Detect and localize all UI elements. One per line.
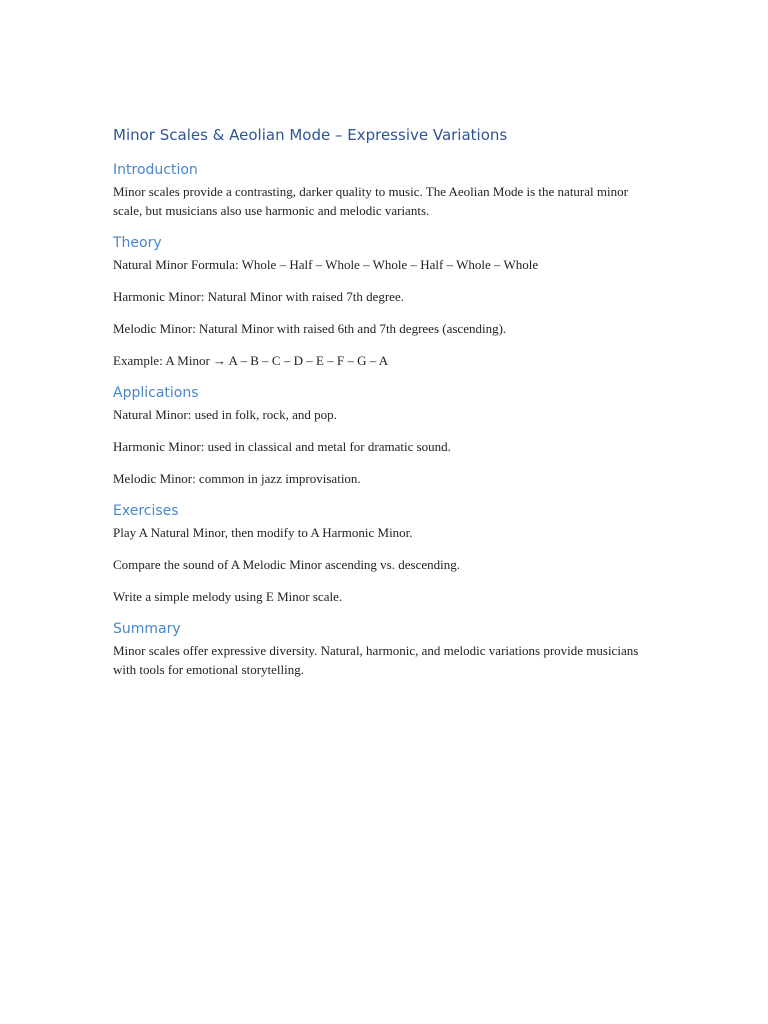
paragraph: Example: A Minor → A – B – C – D – E – F – G – A [113,353,389,368]
paragraph: Harmonic Minor: Natural Minor with raised 7th degree. [113,289,404,304]
document-title: Minor Scales & Aeolian Mode – Expressive Variations [113,126,508,144]
section-heading-summary: Summary [113,621,181,637]
section-exercises [113,501,658,606]
paragraph: Minor scales provide a contrasting, darker quality to music. The Aeolian Mode is the natural minor scale, but musicians also use harmonic and melodic variants. [113,184,628,218]
paragraph: Melodic Minor: common in jazz improvisation. [113,471,361,486]
paragraph: Natural Minor Formula: Whole – Half – Whole – Whole – Half – Whole – Whole [113,257,539,272]
paragraph: Minor scales offer expressive diversity. Natural, harmonic, and melodic variations provide musicians with tools for emotional storytelling. [113,643,639,677]
paragraph: Play A Natural Minor, then modify to A Harmonic Minor. [113,525,413,540]
section-heading-theory: Theory [113,235,162,251]
paragraph: Melodic Minor: Natural Minor with raised 6th and 7th degrees (ascending). [113,321,507,336]
section-applications [113,383,658,488]
paragraph: Natural Minor: used in folk, rock, and pop. [113,407,337,422]
section-heading-applications: Applications [113,385,199,401]
paragraph: Compare the sound of A Melodic Minor ascending vs. descending. [113,557,460,572]
document-body [113,124,658,692]
section-heading-introduction: Introduction [113,162,198,178]
section-heading-exercises: Exercises [113,503,179,519]
paragraph: Harmonic Minor: used in classical and metal for dramatic sound. [113,439,451,454]
paragraph: Write a simple melody using E Minor scale. [113,589,343,604]
section-introduction [113,160,658,220]
section-summary [113,619,658,679]
section-theory [113,233,658,370]
